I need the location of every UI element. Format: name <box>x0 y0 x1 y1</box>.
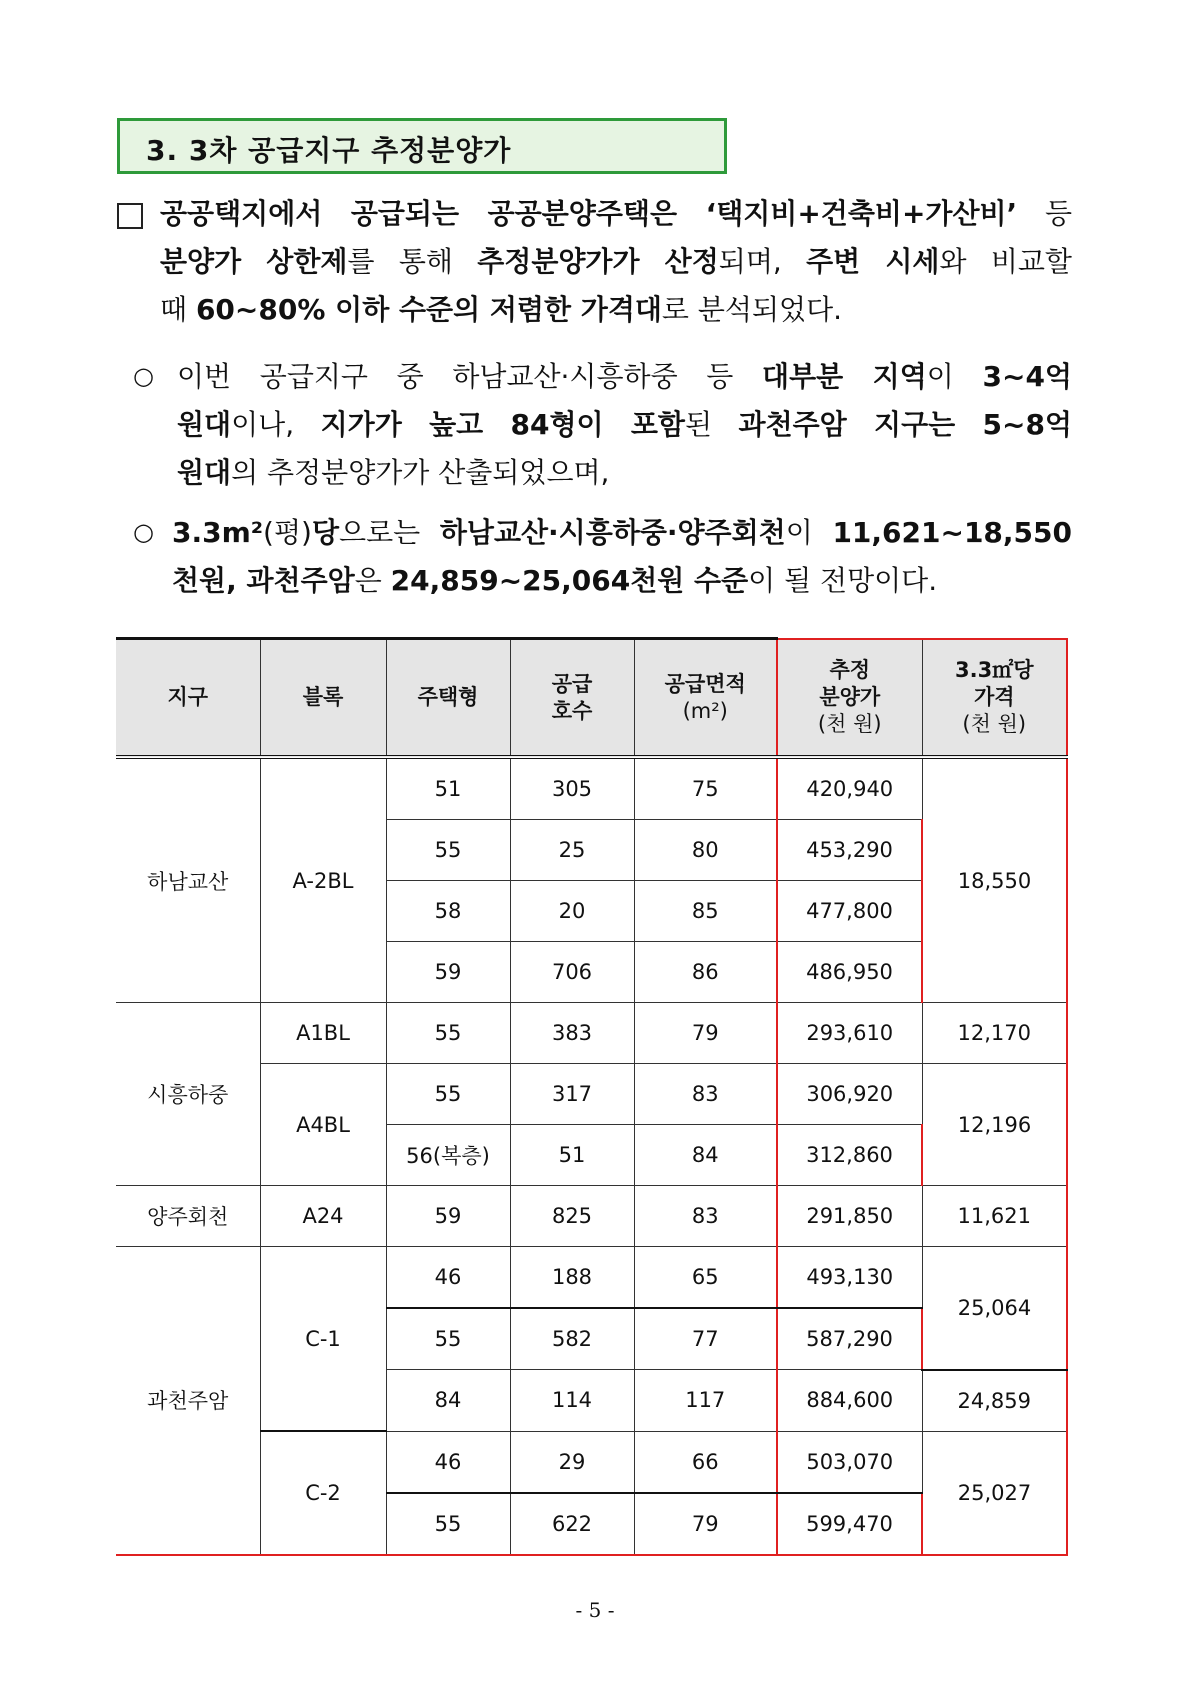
column-header <box>510 639 634 758</box>
cell-price-per-pyeong: 11,621 <box>922 1186 1067 1247</box>
cell-price-per-pyeong: 25,027 <box>922 1431 1067 1555</box>
cell-type: 59 <box>386 942 510 1003</box>
cell-area: 86 <box>634 942 777 1003</box>
cell-area: 65 <box>634 1247 777 1309</box>
cell-block: C-1 <box>260 1247 386 1432</box>
text-segment: 주변 시세 <box>806 245 940 278</box>
text-segment: 등 <box>1017 197 1072 230</box>
cell-area: 66 <box>634 1431 777 1493</box>
column-header <box>260 639 386 758</box>
column-header-unit: (m²) <box>682 698 728 723</box>
table-row <box>116 1003 1067 1064</box>
text-segment: 지가가 높고 84형이 포함 <box>320 408 685 441</box>
table-row <box>116 757 1067 820</box>
text-line <box>160 190 1072 238</box>
text-segment: 와 비교할 <box>939 245 1072 278</box>
text-segment: 이 <box>926 360 983 393</box>
text-segment: 원대 <box>177 456 232 489</box>
text-segment: 이 <box>785 516 833 549</box>
section-title-box <box>117 118 727 174</box>
text-segment: 24,859~25,064천원 수준 <box>390 564 749 597</box>
text-segment: 이번 공급지구 중 하남교산·시흥하중 등 <box>177 360 763 393</box>
cell-type: 59 <box>386 1186 510 1247</box>
cell-price: 306,920 <box>777 1064 922 1125</box>
text-segment: 이 될 전망이다. <box>748 564 938 597</box>
paragraph-sub-1 <box>177 353 1072 497</box>
text-line <box>177 353 1072 401</box>
circle-bullet-icon: ○ <box>133 362 154 390</box>
text-segment: 3.3m² <box>172 516 264 549</box>
cell-price: 291,850 <box>777 1186 922 1247</box>
cell-type: 58 <box>386 881 510 942</box>
cell-block: A1BL <box>260 1003 386 1064</box>
cell-price: 587,290 <box>777 1308 922 1370</box>
column-header <box>634 639 777 758</box>
cell-price-per-pyeong: 18,550 <box>922 757 1067 1003</box>
cell-price: 503,070 <box>777 1431 922 1493</box>
table-row <box>116 1247 1067 1309</box>
text-segment: 3~4억 <box>982 360 1072 393</box>
cell-units: 825 <box>510 1186 634 1247</box>
column-header-label: 공급면적 <box>664 671 746 696</box>
cell-units: 582 <box>510 1308 634 1370</box>
cell-area: 83 <box>634 1064 777 1125</box>
text-segment: 천원, 과천주암 <box>172 564 355 597</box>
cell-district: 시흥하중 <box>116 1003 260 1186</box>
cell-units: 114 <box>510 1370 634 1432</box>
text-segment: 로 분석되었다. <box>661 293 843 326</box>
cell-type: 46 <box>386 1431 510 1493</box>
cell-block: C-2 <box>260 1431 386 1555</box>
cell-price: 477,800 <box>777 881 922 942</box>
table-row <box>116 1186 1067 1247</box>
cell-price: 599,470 <box>777 1493 922 1555</box>
cell-units: 317 <box>510 1064 634 1125</box>
cell-units: 29 <box>510 1431 634 1493</box>
cell-price: 420,940 <box>777 757 922 820</box>
cell-area: 84 <box>634 1125 777 1186</box>
column-header <box>922 639 1067 758</box>
column-header-label: 공급 호수 <box>551 671 593 723</box>
column-header-label: 3.3㎡당 가격 <box>955 657 1034 709</box>
cell-price: 884,600 <box>777 1370 922 1432</box>
text-segment: 60~80% 이하 수준의 저렴한 가격대 <box>195 293 662 326</box>
cell-type: 46 <box>386 1247 510 1309</box>
cell-block: A4BL <box>260 1064 386 1186</box>
cell-block: A-2BL <box>260 757 386 1003</box>
text-segment: 를 통해 <box>347 245 478 278</box>
table-header-row <box>116 639 1067 758</box>
text-segment: 의 추정분양가가 산출되었으며, <box>231 456 610 489</box>
paragraph-main <box>160 190 1072 334</box>
text-line <box>177 449 1072 497</box>
cell-area: 79 <box>634 1003 777 1064</box>
text-segment: 되며, <box>718 245 807 278</box>
text-segment: 하남교산·시흥하중·양주회천 <box>439 516 786 549</box>
text-segment: 당 <box>311 516 340 549</box>
column-header-unit: (천 원) <box>962 711 1027 736</box>
cell-block: A24 <box>260 1186 386 1247</box>
cell-area: 79 <box>634 1493 777 1555</box>
text-line <box>177 401 1072 449</box>
cell-type: 55 <box>386 1493 510 1555</box>
cell-type: 56(복층) <box>386 1125 510 1186</box>
cell-area: 77 <box>634 1308 777 1370</box>
page-number: - 5 - <box>575 1598 615 1622</box>
cell-units: 706 <box>510 942 634 1003</box>
text-segment: 과천주암 지구는 5~8억 <box>738 408 1072 441</box>
column-header <box>116 639 260 758</box>
cell-price: 453,290 <box>777 820 922 881</box>
text-line <box>172 557 1072 605</box>
cell-price: 293,610 <box>777 1003 922 1064</box>
text-segment: 은 <box>354 564 391 597</box>
text-segment: 으로는 <box>339 516 440 549</box>
paragraph-sub-2 <box>172 509 1072 605</box>
text-segment: 추정분양가가 산정 <box>477 245 719 278</box>
text-segment: 공공택지에서 공급되는 공공분양주택은 ‘택지비+건축비+가산비’ <box>160 197 1018 230</box>
cell-price: 312,860 <box>777 1125 922 1186</box>
text-segment: (평) <box>263 516 312 549</box>
text-segment: 이나, <box>231 408 321 441</box>
price-table <box>116 637 1068 1556</box>
column-header <box>386 639 510 758</box>
text-segment: 대부분 지역 <box>762 360 927 393</box>
cell-price-per-pyeong: 12,170 <box>922 1003 1067 1064</box>
column-header-unit: (천 원) <box>817 711 882 736</box>
cell-units: 51 <box>510 1125 634 1186</box>
text-line <box>160 238 1072 286</box>
cell-price-per-pyeong: 24,859 <box>922 1370 1067 1432</box>
cell-district: 양주회천 <box>116 1186 260 1247</box>
cell-district: 과천주암 <box>116 1247 260 1555</box>
cell-units: 25 <box>510 820 634 881</box>
column-header <box>777 639 922 758</box>
cell-units: 20 <box>510 881 634 942</box>
cell-units: 305 <box>510 757 634 820</box>
cell-price-per-pyeong: 12,196 <box>922 1064 1067 1186</box>
text-segment: 된 <box>684 408 739 441</box>
column-header-label: 추정 분양가 <box>819 657 881 709</box>
text-segment: 때 <box>160 293 196 326</box>
column-header-label: 지구 <box>167 685 209 709</box>
cell-area: 85 <box>634 881 777 942</box>
cell-type: 51 <box>386 757 510 820</box>
cell-units: 383 <box>510 1003 634 1064</box>
column-header-label: 주택형 <box>417 685 479 709</box>
cell-area: 83 <box>634 1186 777 1247</box>
text-segment: 원대 <box>177 408 232 441</box>
circle-bullet-icon: ○ <box>133 518 154 546</box>
cell-area: 75 <box>634 757 777 820</box>
cell-price: 493,130 <box>777 1247 922 1309</box>
cell-area: 80 <box>634 820 777 881</box>
cell-type: 55 <box>386 1308 510 1370</box>
cell-area: 117 <box>634 1370 777 1432</box>
cell-district: 하남교산 <box>116 757 260 1003</box>
cell-type: 55 <box>386 1003 510 1064</box>
square-bullet-icon <box>117 203 143 229</box>
cell-price: 486,950 <box>777 942 922 1003</box>
section-title: 3. 3차 공급지구 추정분양가 <box>146 134 512 167</box>
cell-type: 55 <box>386 1064 510 1125</box>
cell-type: 55 <box>386 820 510 881</box>
cell-type: 84 <box>386 1370 510 1432</box>
cell-price-per-pyeong: 25,064 <box>922 1247 1067 1370</box>
text-segment: 분양가 상한제 <box>160 245 348 278</box>
text-segment: 11,621~18,550 <box>832 516 1072 549</box>
text-line <box>172 509 1072 557</box>
text-line <box>160 286 1072 334</box>
column-header-label: 블록 <box>302 685 344 709</box>
cell-units: 188 <box>510 1247 634 1309</box>
cell-units: 622 <box>510 1493 634 1555</box>
